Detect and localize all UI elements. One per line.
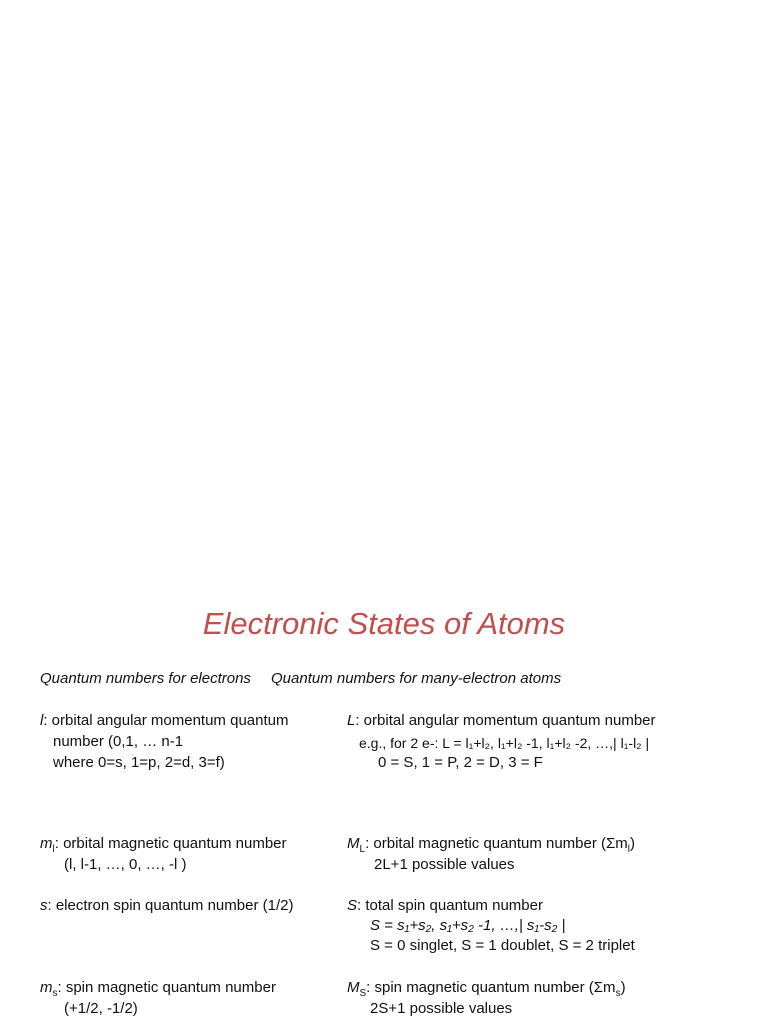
L-letters: 0 = S, 1 = P, 2 = D, 3 = F — [378, 754, 543, 771]
MS-subscript: S — [359, 988, 367, 999]
s-text: : electron spin quantum number (1/2) — [47, 897, 294, 914]
l-symbol: l — [40, 712, 44, 729]
ml-range: (l, l-1, …, 0, …, -l ) — [64, 856, 187, 873]
header-many-electron: Quantum numbers for many-electron atoms — [271, 670, 562, 687]
ML-values: 2L+1 possible values — [374, 856, 515, 873]
L-definition — [347, 712, 656, 729]
ms-text: : spin magnetic quantum number — [57, 979, 276, 996]
MS-definition — [347, 979, 626, 999]
S-formula: S = s₁+s₂, s₁+s₂ -1, …,| s₁-s₂ | — [370, 917, 566, 934]
l-definition — [40, 712, 288, 729]
ML-subscript: L — [359, 844, 366, 855]
l-letters: where 0=s, 1=p, 2=d, 3=f) — [53, 754, 225, 771]
header-electrons: Quantum numbers for electrons — [40, 670, 251, 687]
S-definition — [347, 897, 543, 914]
l-text: : orbital angular momentum quantum — [43, 712, 289, 729]
MS-text-subscript: s — [615, 988, 621, 999]
l-range: number (0,1, … n-1 — [53, 733, 184, 750]
MS-text: : spin magnetic quantum number (Σm — [366, 979, 616, 996]
ms-definition — [40, 979, 276, 999]
ml-definition — [40, 835, 287, 855]
ML-symbol: M — [347, 835, 360, 852]
s-definition — [40, 897, 293, 914]
MS-values: 2S+1 possible values — [370, 1000, 513, 1017]
ml-symbol: m — [40, 835, 53, 852]
ms-subscript: s — [52, 988, 58, 999]
ms-symbol: m — [40, 979, 53, 996]
S-multiplicity: S = 0 singlet, S = 1 doublet, S = 2 triplet — [370, 937, 635, 954]
S-symbol: S — [347, 897, 358, 914]
slide-title: Electronic States of Atoms — [202, 606, 566, 641]
ML-text: : orbital magnetic quantum number (Σm — [365, 835, 628, 852]
L-example: e.g., for 2 e-: L = l₁+l₂, l₁+l₂ -1, l₁+l₂ -2, …,| l₁-l₂ | — [359, 735, 650, 751]
ml-text: : orbital magnetic quantum number — [54, 835, 287, 852]
ms-range: (+1/2, -1/2) — [64, 1000, 138, 1017]
s-symbol: s — [40, 897, 48, 914]
MS-symbol: M — [347, 979, 360, 996]
L-text: : orbital angular momentum quantum number — [355, 712, 656, 729]
MS-text-end: ) — [620, 979, 626, 996]
S-text: : total spin quantum number — [357, 897, 543, 914]
ml-subscript: l — [52, 844, 55, 855]
ML-text-end: ) — [630, 835, 636, 852]
L-symbol: L — [347, 712, 356, 729]
ML-definition — [347, 835, 635, 855]
ML-text-subscript: l — [627, 844, 631, 855]
